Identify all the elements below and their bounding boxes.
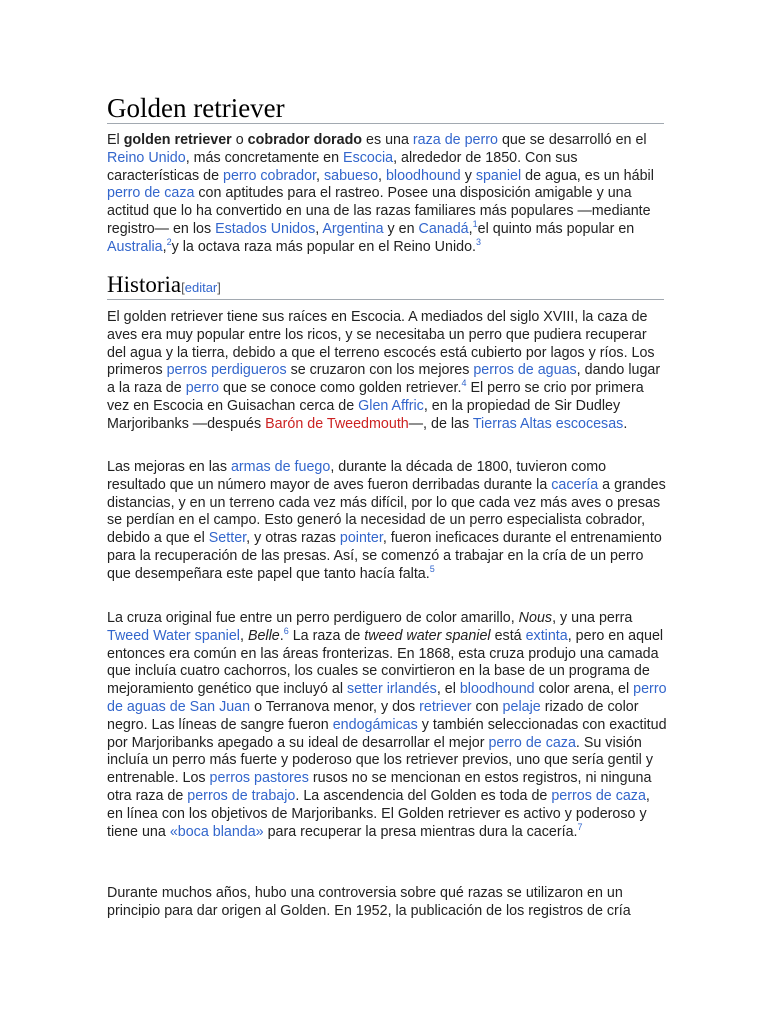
page-title: Golden retriever [107,91,664,124]
text-run: con aptitudes para el rastreo. Posee una disposición amigable y una actitud que lo ha convertido en una de las razas familiares más populares —mediante registro— en los [107,185,651,237]
reference-marker[interactable]: 7 [577,821,583,832]
text-run: , dando lugar a la raza de [107,362,661,397]
text-run: , durante la década de 1800, tuvieron como resultado que un número mayor de aves fueron derribadas durante la [107,459,607,493]
text-run: , [162,238,167,255]
wiki-link[interactable]: retriever [419,698,472,715]
text-run: , más concretamente en [185,149,344,166]
wiki-link[interactable]: perros de trabajo [187,787,296,804]
text-run: La raza de [288,627,365,644]
wiki-link[interactable]: armas de fuego [230,459,331,475]
wiki-link[interactable]: raza de perro [412,132,498,148]
wiki-link[interactable]: perros perdigueros [166,362,287,379]
reference-marker[interactable]: 4 [461,378,467,389]
text-run: que se desarrolló en el [497,132,647,148]
text-run: , [315,220,323,237]
text-run: está [490,627,526,644]
italic-text: Belle [247,627,280,644]
text-run: , alrededor de 1850. Con sus características de [107,149,578,184]
wiki-link[interactable]: pelaje [502,698,541,715]
wiki-link[interactable]: Tierras Altas escocesas [472,415,624,432]
intro-paragraph [107,132,667,257]
wiki-link[interactable]: cacería [551,476,599,493]
text-run: , [468,220,473,237]
text-run: o [231,132,248,148]
italic-text: tweed water spaniel [364,627,491,644]
section-heading-historia [107,270,664,300]
text-run: o Terranova menor, y dos [250,698,420,715]
missing-article-link[interactable]: Barón de Tweedmouth [265,415,409,432]
text-run: , y otras razas [246,530,340,547]
text-run: , [239,627,248,644]
wiki-link[interactable]: Estados Unidos [215,220,316,237]
text-run: , y una perra [552,610,633,626]
wiki-link[interactable]: perros pastores [209,770,309,787]
historia-paragraph-1 [107,309,667,434]
text-run: Durante muchos años, hubo una controversia sobre qué razas se utilizaron en un principio para dar origen al Golden. En 1952, la publicación de los registros de cría [107,885,631,919]
text-run: es una [362,132,413,148]
historia-paragraph-2 [107,459,667,584]
text-run: La cruza original fue entre un perro perdiguero de color amarillo, [107,610,519,626]
text-run: , el [436,681,460,698]
wiki-link[interactable]: Escocia [343,149,394,166]
text-run: . La ascendencia del Golden es toda de [295,787,552,804]
reference-marker[interactable]: 1 [472,219,478,230]
wiki-link[interactable]: Canadá [418,220,469,237]
section-heading-text: Historia [107,272,182,297]
text-run: . [623,415,628,432]
text-run: para recuperar la presa mientras dura la cacería. [263,823,578,840]
historia-paragraph-4 [107,885,667,921]
text-run: y en [383,220,419,237]
text-run: con [471,698,503,715]
text-run: de agua, es un hábil [521,167,654,184]
wiki-link[interactable]: perro de caza [107,185,195,202]
text-run: , fueron ineficaces durante el entrenamiento para la recuperación de las presas. Así, se comenzó a trabajar en la cría de un perro que desempeñara este papel que tanto hacía falta. [107,530,662,582]
wiki-link[interactable]: endogámicas [332,716,418,733]
historia-paragraph-3 [107,610,667,841]
text-run: rizado de color negro. Las líneas de sangre fueron [107,698,639,733]
wiki-link[interactable]: pointer [339,530,383,547]
edit-label[interactable]: editar [184,280,218,295]
text-run: el quinto más popular en [477,220,635,237]
wiki-link[interactable]: «boca blanda» [169,823,264,840]
text-run: . [279,627,284,644]
text-run: y [460,167,476,184]
text-run: a grandes distancias, y en un terreno cada vez más difícil, por lo que cada vez más aves o presas se perdían en el campo. Esto generó la necesidad de un perro especialista cobrador, debido a que el [107,476,666,547]
bold-text: golden retriever [123,132,232,148]
wiki-link[interactable]: perros de caza [551,787,646,804]
text-run: , pero en aquel entonces era común en las áreas fronterizas. En 1868, esta cruza produjo una camada que incluía cuatro cachorros, los cuales se convirtieron en la base de un programa de mejoramiento genético que incluyó al [107,627,664,698]
text-run: El golden retriever tiene sus raíces en Escocia. A mediados del siglo XVIII, la caza de aves era muy popular entre los ricos, y se necesitaba un perro que pudiera recuperar del agua y la tierra, debido a que el terreno escocés está cubierto por lagos y ríos. Los primeros [107,309,655,379]
text-run: El [107,132,124,148]
text-run: y también seleccionadas con exactitud por Marjoribanks apegado a su ideal de desarrollar el mejor [107,716,667,751]
text-run: rusos no se mencionan en estos registros, ni ninguna otra raza de [107,770,652,804]
wiki-link[interactable]: perros de aguas [473,362,577,379]
text-run: Las mejoras en las [107,459,231,475]
wiki-link[interactable]: sabueso [323,167,379,184]
reference-marker[interactable]: 6 [283,626,289,637]
wiki-link[interactable]: Tweed Water spaniel [107,627,240,644]
wiki-link[interactable]: Glen Affric [358,397,424,414]
italic-text: Nous [518,610,553,626]
text-run: y la octava raza más popular en el Reino Unido. [171,238,476,255]
wiki-link[interactable]: spaniel [475,167,522,184]
wiki-link[interactable]: perro de aguas de San Juan [107,681,667,715]
wiki-link[interactable]: perro cobrador [223,167,317,184]
text-run: , en la propiedad de Sir Dudley Marjoribanks —después [107,397,621,432]
text-run: —, de las [408,415,473,432]
text-run: El perro se crio por primera vez en Escocia en Guisachan cerca de [107,380,644,414]
wiki-link[interactable]: Australia [107,238,163,255]
wiki-link[interactable]: Reino Unido [107,149,186,166]
wiki-link[interactable]: bloodhound [459,681,535,698]
wiki-link[interactable]: setter irlandés [347,681,437,698]
text-run: que se conoce como golden retriever. [219,380,462,397]
text-run: color arena, el [534,681,634,698]
bold-text: cobrador dorado [247,132,363,148]
text-run: , [378,167,386,184]
wiki-link[interactable]: Argentina [322,220,384,237]
edit-section-link[interactable]: [editar] [181,280,221,295]
reference-marker[interactable]: 2 [166,237,172,248]
text-run: , [316,167,324,184]
text-run: se cruzaron con los mejores [286,362,474,379]
wiki-link[interactable]: Setter [208,530,247,547]
reference-marker[interactable]: 5 [429,564,435,575]
wiki-link[interactable]: bloodhound [385,167,461,184]
text-run: , en línea con los objetivos de Marjoribanks. El Golden retriever es activo y poderoso y tiene una [107,787,650,840]
text-run: . Su visión incluía un perro más fuerte y poderoso que los retriever previos, uno que sería gentil y entrenable. Los [107,734,653,787]
wiki-link[interactable]: perro [185,380,220,397]
wiki-link[interactable]: perro de caza [488,734,576,751]
wiki-link[interactable]: extinta [525,627,568,644]
reference-marker[interactable]: 3 [476,237,482,248]
